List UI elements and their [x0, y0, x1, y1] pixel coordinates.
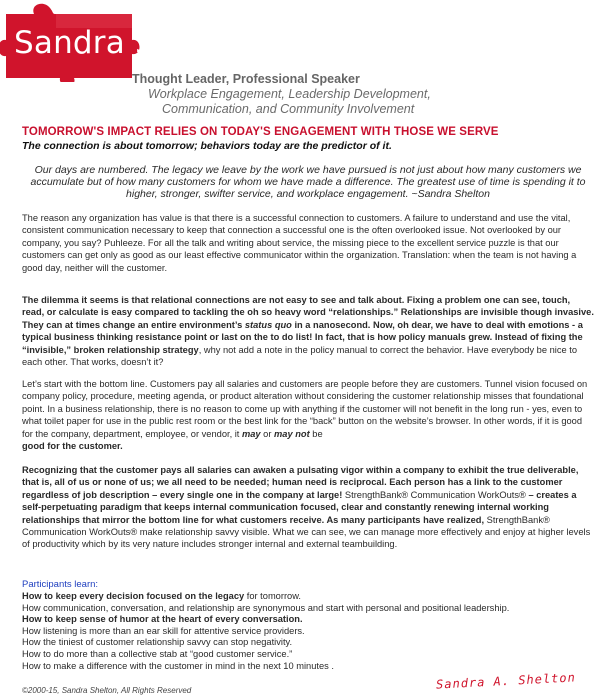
list-item-text: How communication, conversation, and relationship are synonymous and start with personal and positional leadership.	[22, 602, 510, 613]
paragraph-1: The reason any organization has value is that there is a successful connection to customers. A failure to understand and use the vital, consistent communication necessary to keep that connection a successful one is the often overlooked issue. Not overlooked by our company, you say? Puhleeze. For all the talk and writing about service, the missing piece to the excellent service puzzle is that our customers can get only as good as our least effective communicator within the organization. Translation: when the team is not having a good day, neither will the customer.	[22, 213, 577, 273]
signature: Sandra A. Shelton	[435, 670, 577, 692]
tagline: Thought Leader, Professional Speaker	[132, 72, 360, 86]
paragraph-2-bold: The dilemma it seems is that relational connections are not easy to see and talk about. Fixing a problem one can see, touch, read, or calculate is easy compared to tackling the oh so heavy word “relationships.” Relationships are invisible though invasive. They can at times change an entire environment’s	[22, 295, 594, 330]
paragraph-4-bold-cont: – creates a self-perpetuating paradigm that keeps internal communication focused, clear and constantly renewing internal working relationships that mirror the bottom line for what customers receive. As many participants have realized,	[22, 489, 577, 525]
subheadline: The connection is about tomorrow; behaviors today are the predictor of it.	[22, 140, 392, 152]
list-item-text: How to make a difference with the customer in mind in the next 10 minutes .	[22, 660, 334, 671]
list-item-text: for tomorrow.	[244, 591, 302, 601]
list-item-text: How the tiniest of customer relationship savvy can stop negativity.	[22, 637, 293, 648]
paragraph-4-bold: Recognizing that the customer pays all salaries can awaken a pulsating vigor within a company to exhibit the true deliverable, that is, all of us or none of us; we all need to be needed; human need is reciprocal. Each person has a link to the customer regardless of job description – every single one in the company at large!	[22, 465, 579, 500]
be-text: be	[309, 428, 323, 439]
list-item	[22, 626, 602, 638]
list-item-bold: How to keep every decision focused on the legacy	[22, 591, 245, 601]
may-emphasis: may	[241, 428, 261, 439]
list-item	[22, 591, 602, 603]
list-item	[22, 661, 602, 673]
list-item	[22, 637, 602, 649]
specialties-line-2: Communication, and Community Involvement	[162, 102, 415, 116]
paragraph-3	[22, 378, 594, 452]
participants-learn-title: Participants learn:	[22, 579, 99, 590]
logo-name: Sandra Shelton	[14, 25, 255, 61]
opening-quote: Our days are numbered. The legacy we leave by the work we have pursued is not just about how many customers we accumulate but of how many customers for whom we have made a difference. The greatest use of time is spending it to higher, stronger, swifter service, and workplace engagement. ~Sandra Shelton	[30, 164, 586, 200]
specialties-line-1: Workplace Engagement, Leadership Development,	[148, 87, 431, 101]
paragraph-2	[22, 294, 594, 368]
list-item-bold: How to keep sense of humor at the heart of every conversation.	[22, 614, 303, 625]
list-item	[22, 649, 602, 661]
paragraph-4-normal: make relationship savvy visible. What we can see, we can manage more effectively and enjoy at higher levels of productivity which by its very nature includes stronger internal and external teambuilding.	[22, 527, 591, 550]
page-header	[0, 0, 610, 120]
paragraph-2-bold-cont: in a nanosecond. Now, oh dear, we have to deal with emotions - a typical business thinking resistance point or last on the to do list! In fact, that is how policy manuals grew. Instead of fixing the “invisible,” broken relationship strategy	[22, 319, 583, 355]
or-text: or	[260, 428, 275, 439]
may-not-emphasis: may not	[274, 428, 310, 439]
list-item	[22, 614, 602, 626]
list-item	[22, 603, 602, 615]
copyright-notice: ©2000-15, Sandra Shelton, All Rights Reserved	[22, 686, 192, 695]
paragraph-4	[22, 464, 594, 551]
paragraph-2-normal: , why not add a note in the policy manual to correct the behavior. Have everybody be nice to each other. That works, doesn’t it?	[22, 344, 577, 368]
strengthbank-mention-1: StrengthBank® Communication WorkOuts®	[344, 489, 526, 500]
list-item-text: How listening is more than an ear skill for attentive service providers.	[22, 625, 305, 636]
learning-list	[22, 591, 602, 672]
paragraph-3-text: Let’s start with the bottom line. Customers pay all salaries and customers are people before they are customers. Tunnel vision focused on company policy, procedure, meeting agenda, or product alteration without considering the customer relationship misses that foundational point. In a business relationship, there is no reason to come up with anything if the customer will not benefit in the long run - yes, even to what toilet paper for use in the public rest room or the best link for the “back” button on the website’s browser. In other words, if it is good for the company, department, employee, or vendor, it	[22, 379, 588, 439]
strengthbank-mention-2: StrengthBank® Communication WorkOuts®	[22, 514, 550, 538]
headline: TOMORROW'S IMPACT RELIES ON TODAY'S ENGAGEMENT WITH THOSE WE SERVE	[22, 126, 499, 138]
list-item-text: How to do more than a collective stab at “good customer service.”	[22, 648, 293, 659]
status-quo-emphasis: status quo	[244, 319, 292, 330]
paragraph-3-end: good for the customer.	[22, 441, 123, 452]
